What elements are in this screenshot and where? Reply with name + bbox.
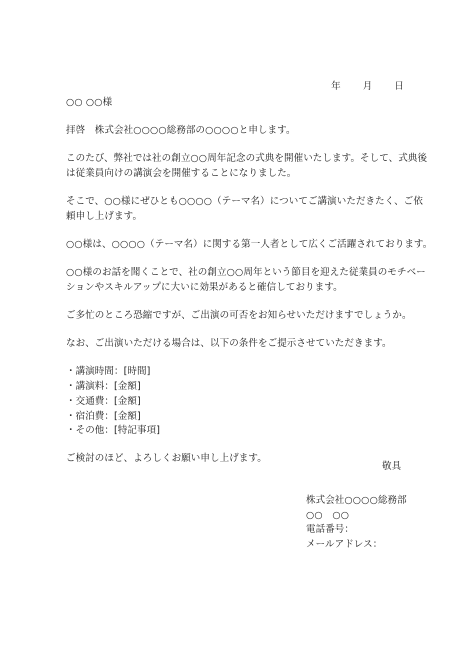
paragraph-3-line-1: ○○様は、○○○○（テーマ名）に関する第一人者として広くご活躍されております。 [66,239,433,250]
paragraph-1-line-2: は従業員向けの講演会を開催することになりました。 [66,168,297,179]
condition-item: ・交通費：[金額] [66,396,141,407]
paragraph-2-line-1: そこで、○○様にぜひとも○○○○（テーマ名）についてご講演いただきたく、ご依 [66,196,423,207]
paragraph-5-line-1: ご多忙のところ恐縮ですが、ご出演の可否をお知らせいただけますでしょうか。 [66,310,412,321]
date-month: 月 [362,81,373,92]
paragraph-6-line-1: なお、ご出演いただける場合は、以下の条件をご提示させていただきます。 [66,338,392,349]
date-year: 年 [331,81,341,92]
paragraph-2-line-2: 頼申し上げます。 [66,211,143,222]
date-line [331,81,404,93]
opening-line: 拝啓 株式会社○○○○総務部の○○○○と申します。 [66,125,296,136]
sender-phone: 電話番号： [306,524,355,535]
condition-item: ・宿泊費：[金額] [66,411,141,422]
condition-item: ・その他：[特記事項] [66,425,161,436]
condition-item: ・講演料：[金額] [66,381,141,392]
paragraph-4-line-1: ○○様のお話を聞くことで、社の創立○○周年という節目を迎えた従業員のモチベー [66,267,426,278]
sender-email: メールアドレス： [306,539,383,550]
closing-line: ご検討のほど、よろしくお願い申し上げます。 [66,453,267,464]
recipient: ○○ ○○様 [66,97,113,108]
condition-item: ・講演時間：[時間] [66,366,151,377]
sender-company: 株式会社○○○○総務部 [306,495,407,506]
date-day: 日 [394,81,404,92]
keigu: 敬具 [382,461,402,472]
paragraph-4-line-2: ションやスキルアップに大いに効果があると確信しております。 [66,282,343,293]
sender-name: ○○ ○○ [306,510,350,521]
paragraph-1-line-1: このたび、弊社では社の創立○○周年記念の式典を開催いたします。そして、式典後 [66,153,428,164]
